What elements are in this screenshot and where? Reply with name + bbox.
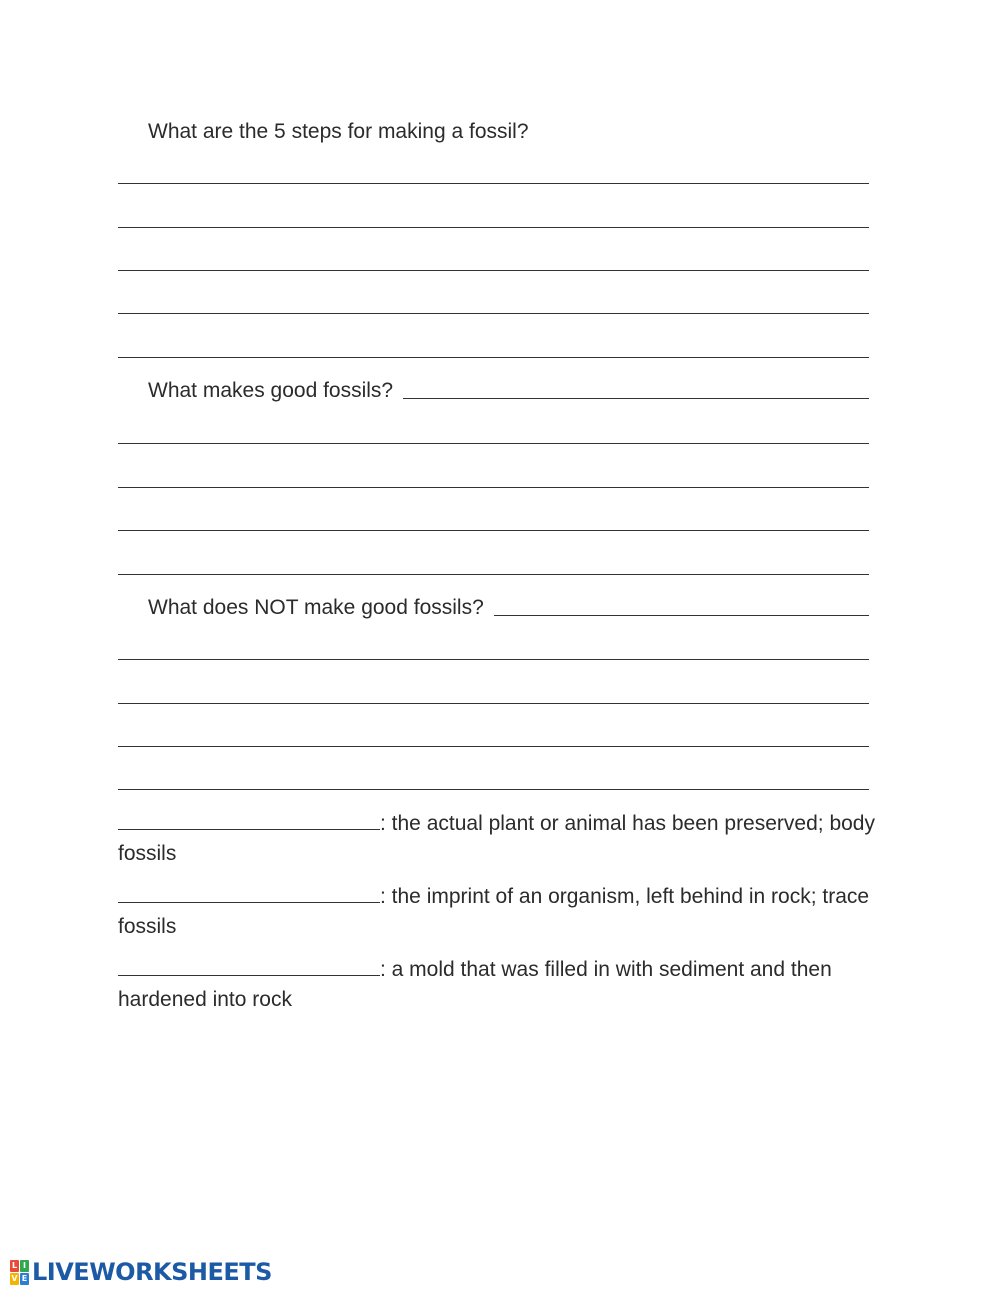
definition-1-text: : the actual plant or animal has been preserved; body fossils (118, 812, 875, 865)
question-2: What makes good fossils? (148, 379, 394, 402)
question-3: What does NOT make good fossils? (148, 596, 484, 619)
answer-line-2-3[interactable] (118, 530, 869, 531)
question-3-row (148, 595, 869, 621)
answer-line-3-4[interactable] (118, 789, 869, 790)
logo-block-2: I (20, 1260, 29, 1272)
answer-line-3-3[interactable] (118, 746, 869, 747)
answer-line-2-inline[interactable] (403, 398, 869, 399)
definition-1 (118, 809, 878, 869)
definition-2 (118, 882, 878, 942)
logo-blocks-icon (10, 1260, 29, 1285)
answer-line-1-4[interactable] (118, 313, 869, 314)
definition-3-blank[interactable] (118, 957, 380, 976)
definition-1-blank[interactable] (118, 811, 380, 830)
question-2-row (148, 378, 869, 404)
answer-line-1-3[interactable] (118, 270, 869, 271)
answer-line-2-4[interactable] (118, 574, 869, 575)
liveworksheets-logo (10, 1258, 272, 1286)
definition-3 (118, 955, 878, 1015)
answer-line-2-1[interactable] (118, 443, 869, 444)
answer-line-1-5[interactable] (118, 357, 869, 358)
answer-line-3-inline[interactable] (494, 615, 869, 616)
logo-block-3: V (11, 1273, 18, 1283)
answer-line-3-1[interactable] (118, 659, 869, 660)
definition-2-text: : the imprint of an organism, left behind in rock; trace fossils (118, 885, 870, 938)
brand-name: LIVEWORKSHEETS (32, 1258, 272, 1286)
question-1: What are the 5 steps for making a fossil? (148, 120, 529, 143)
answer-line-3-2[interactable] (118, 703, 869, 704)
answer-line-1-2[interactable] (118, 227, 869, 228)
logo-block-4: E (21, 1273, 28, 1283)
definition-2-blank[interactable] (118, 884, 380, 903)
definition-3-text: : a mold that was filled in with sediment and then hardened into rock (118, 958, 832, 1011)
answer-line-1-1[interactable] (118, 183, 869, 184)
logo-block-1: L (11, 1260, 18, 1270)
answer-line-2-2[interactable] (118, 487, 869, 488)
